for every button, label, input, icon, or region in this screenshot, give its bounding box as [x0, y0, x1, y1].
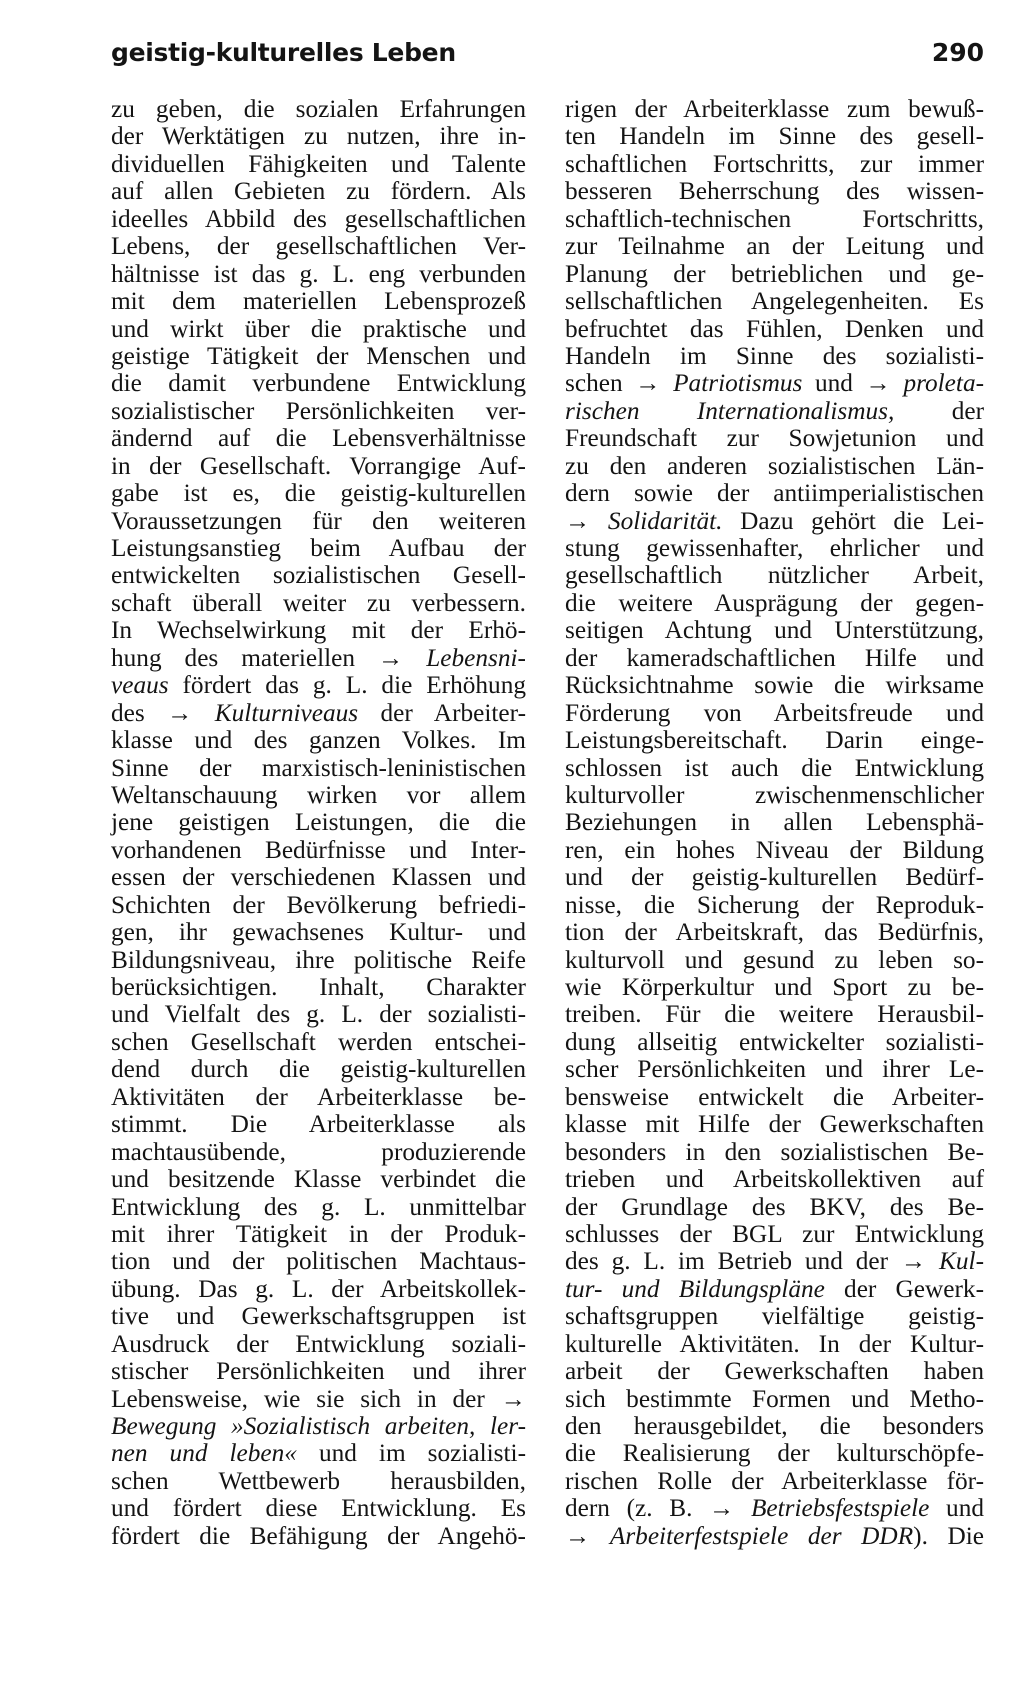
text-segment: Voraussetzungen für den weiteren	[111, 506, 526, 535]
italic-term: nen und leben«	[111, 1439, 297, 1468]
text-line	[111, 672, 526, 699]
text-segment: gen, ihr gewachsenes Kultur- und	[111, 918, 526, 947]
text-line	[565, 425, 984, 452]
text-segment: arbeit der Gewerkschaften haben	[565, 1357, 984, 1386]
text-segment: tion und der politischen Machtaus-	[111, 1247, 526, 1276]
text-segment: und Vielfalt des g. L. der sozialisti-	[111, 1000, 526, 1029]
text-line	[111, 508, 526, 535]
text-segment: Weltanschauung wirken vor allem	[111, 780, 526, 809]
text-line	[111, 261, 526, 288]
text-line	[111, 1358, 526, 1385]
text-segment: Beziehungen in allen Lebensphä-	[565, 808, 984, 837]
text-segment: und	[929, 1494, 984, 1523]
text-segment: und der geistig-kulturellen Bedürf-	[565, 863, 984, 892]
text-line	[565, 1221, 984, 1248]
text-line	[565, 1386, 984, 1413]
text-line	[111, 535, 526, 562]
text-line	[111, 809, 526, 836]
text-line	[111, 755, 526, 782]
text-segment: der Werktätigen zu nutzen, ihre in-	[111, 122, 526, 151]
text-segment: mit ihrer Tätigkeit in der Produk-	[111, 1219, 526, 1248]
text-line	[111, 1084, 526, 1111]
text-segment: sellschaftlichen Angelegenheiten. Es	[565, 287, 984, 316]
italic-term: Lebensni-	[426, 643, 526, 672]
italic-term: tur- und Bildungspläne	[565, 1274, 825, 1303]
text-line	[565, 1495, 984, 1522]
text-line	[565, 1331, 984, 1358]
text-line	[565, 206, 984, 233]
text-line	[111, 123, 526, 150]
text-line	[111, 425, 526, 452]
text-segment: die damit verbundene Entwicklung	[111, 369, 526, 398]
text-segment: schaftsgruppen vielfältige geistig-	[565, 1302, 984, 1331]
text-segment: der Gewerk-	[824, 1274, 984, 1303]
text-line	[565, 782, 984, 809]
text-line	[565, 1303, 984, 1330]
text-segment: ). Die	[913, 1521, 984, 1550]
text-line	[111, 151, 526, 178]
text-line	[565, 1413, 984, 1440]
text-line	[565, 1358, 984, 1385]
text-line	[565, 1276, 984, 1303]
text-line	[111, 316, 526, 343]
text-segment: der	[894, 396, 984, 425]
text-segment: ten Handeln im Sinne des gesell-	[565, 122, 984, 151]
text-segment: seitigen Achtung und Unterstützung,	[565, 616, 984, 645]
text-segment: bensweise entwickelt die Arbeiter-	[565, 1082, 984, 1111]
text-segment: zu geben, die sozialen Erfahrungen	[111, 95, 526, 123]
text-segment: klasse und des ganzen Volkes. Im	[111, 726, 526, 755]
text-line	[565, 1084, 984, 1111]
text-segment: treiben. Für die weitere Herausbil-	[565, 1000, 984, 1029]
text-line	[111, 1166, 526, 1193]
text-segment: wie Körperkultur und Sport zu be-	[565, 973, 984, 1001]
text-segment: dividuellen Fähigkeiten und Talente	[111, 149, 526, 178]
text-line	[565, 672, 984, 699]
text-line	[111, 727, 526, 754]
page-number: 290	[931, 38, 984, 67]
text-line	[565, 1468, 984, 1495]
text-line	[565, 123, 984, 150]
text-line	[565, 343, 984, 370]
text-line	[565, 645, 984, 672]
text-segment: sich bestimmte Formen und Metho-	[565, 1384, 984, 1413]
text-segment: schlossen ist auch die Entwicklung	[565, 753, 984, 782]
text-segment: ideelles Abbild des gesellschaftlichen	[111, 204, 526, 233]
text-segment: Förderung von Arbeitsfreude und	[565, 698, 984, 727]
text-line	[565, 178, 984, 205]
text-segment: in der Gesellschaft. Vorrangige Auf-	[111, 451, 526, 480]
text-segment: Ausdruck der Entwicklung soziali-	[111, 1329, 526, 1358]
text-segment: →	[565, 506, 608, 535]
text-segment: schen Wettbewerb herausbilden,	[111, 1466, 526, 1495]
text-line	[565, 1001, 984, 1028]
text-line	[111, 343, 526, 370]
text-segment: zur Teilnahme an der Leitung und	[565, 232, 984, 261]
text-line	[565, 398, 984, 425]
italic-term: Patriotismus	[673, 369, 803, 398]
text-segment: des g. L. im Betrieb und der →	[565, 1247, 940, 1276]
text-segment: hung des materiellen →	[111, 643, 427, 672]
text-line	[565, 1111, 984, 1138]
text-segment: den herausgebildet, die besonders	[565, 1412, 984, 1440]
text-segment: entwickelten sozialistischen Gesell-	[111, 561, 526, 590]
text-segment: und im sozialisti-	[296, 1439, 526, 1468]
text-line	[111, 233, 526, 260]
italic-term: Kulturniveaus	[214, 698, 359, 727]
text-line	[111, 96, 526, 123]
text-line	[111, 864, 526, 891]
text-line	[111, 1001, 526, 1028]
italic-term: Arbeiterfestspiele der DDR	[609, 1521, 914, 1550]
text-line	[111, 1029, 526, 1056]
text-line	[565, 892, 984, 919]
text-line	[565, 480, 984, 507]
text-segment: und besitzende Klasse verbindet die	[111, 1165, 526, 1194]
text-line	[111, 1111, 526, 1138]
text-line	[565, 96, 984, 123]
italic-term: rischen Internationalismus,	[565, 396, 895, 425]
text-line	[565, 919, 984, 946]
text-line	[111, 837, 526, 864]
text-segment: →	[565, 1521, 610, 1550]
text-line	[111, 398, 526, 425]
text-line	[565, 1523, 984, 1550]
text-line	[111, 1331, 526, 1358]
text-line	[565, 316, 984, 343]
text-line	[565, 974, 984, 1001]
text-line	[111, 1139, 526, 1166]
text-line	[565, 562, 984, 589]
text-segment: machtausübende, produzierende	[111, 1137, 526, 1166]
text-line	[111, 617, 526, 644]
text-line	[565, 1056, 984, 1083]
text-line	[111, 480, 526, 507]
text-segment: dern sowie der antiimperialistischen	[565, 479, 984, 508]
text-line	[565, 1194, 984, 1221]
text-line	[111, 453, 526, 480]
text-segment: Bildungsniveau, ihre politische Reife	[111, 945, 526, 974]
text-line	[565, 233, 984, 260]
text-segment: nisse, die Sicherung der Reproduk-	[565, 890, 984, 919]
text-line	[565, 864, 984, 891]
text-segment: schen Gesellschaft werden entschei-	[111, 1027, 526, 1056]
italic-term: veaus	[111, 671, 169, 700]
text-line	[111, 590, 526, 617]
text-segment: kulturelle Aktivitäten. In der Kultur-	[565, 1329, 984, 1358]
text-segment: stung gewissenhafter, ehrlicher und	[565, 534, 984, 562]
text-segment: schaftlich-technischen Fortschritts,	[565, 204, 984, 233]
text-line	[111, 1194, 526, 1221]
text-line	[111, 947, 526, 974]
text-column-left	[111, 96, 526, 1550]
italic-term: proleta-	[903, 369, 985, 398]
running-title: geistig-kulturelles Leben	[111, 38, 456, 67]
text-segment: Freundschaft zur Sowjetunion und	[565, 424, 984, 453]
text-line	[565, 1029, 984, 1056]
text-line	[565, 590, 984, 617]
text-segment: kulturvoller zwischenmenschlicher	[565, 780, 984, 809]
text-segment: trieben und Arbeitskollektiven auf	[565, 1165, 984, 1194]
text-line	[565, 617, 984, 644]
text-segment: Aktivitäten der Arbeiterklasse be-	[111, 1082, 526, 1111]
text-segment: tive und Gewerkschaftsgruppen ist	[111, 1302, 526, 1331]
text-segment: ändernd auf die Lebensverhältnisse	[111, 424, 526, 453]
text-segment: gesellschaftlich nützlicher Arbeit,	[565, 561, 984, 590]
text-segment: sozialistischer Persönlichkeiten ver-	[111, 396, 526, 425]
text-segment: scher Persönlichkeiten und ihrer Le-	[565, 1055, 984, 1084]
text-line	[565, 288, 984, 315]
text-segment: Schichten der Bevölkerung befriedi-	[111, 890, 526, 919]
text-segment: kulturvoll und gesund zu leben so-	[565, 945, 984, 974]
text-segment: fördert das g. L. die Erhöhung	[168, 671, 526, 700]
text-line	[111, 288, 526, 315]
text-line	[111, 1523, 526, 1550]
text-line	[111, 1303, 526, 1330]
italic-term: Solidarität.	[607, 506, 723, 535]
text-segment: schen →	[565, 369, 674, 398]
text-segment: fördert die Befähigung der Angehö-	[111, 1521, 526, 1550]
text-segment: dend durch die geistig-kulturellen	[111, 1055, 526, 1084]
text-line	[111, 1386, 526, 1413]
text-segment: hältnisse ist das g. L. eng verbunden	[111, 259, 526, 288]
text-segment: und wirkt über die praktische und	[111, 314, 526, 343]
text-line	[111, 1221, 526, 1248]
text-line	[565, 947, 984, 974]
text-segment: Leistungsbereitschaft. Darin einge-	[565, 726, 984, 755]
text-line	[111, 700, 526, 727]
text-segment: Leistungsanstieg beim Aufbau der	[111, 534, 526, 562]
text-segment: Entwicklung des g. L. unmittelbar	[111, 1192, 526, 1221]
text-segment: dern (z. B. →	[565, 1494, 751, 1523]
text-segment: befruchtet das Fühlen, Denken und	[565, 314, 984, 343]
text-segment: essen der verschiedenen Klassen und	[111, 863, 526, 892]
text-line	[111, 1276, 526, 1303]
text-line	[565, 755, 984, 782]
text-line	[111, 1468, 526, 1495]
text-line	[565, 151, 984, 178]
text-segment: Planung der betrieblichen und ge-	[565, 259, 984, 288]
text-column-right	[565, 96, 984, 1550]
text-segment: der kameradschaftlichen Hilfe und	[565, 643, 984, 672]
text-line	[111, 1440, 526, 1467]
italic-term: Bewegung »Sozialistisch arbeiten, ler-	[111, 1412, 526, 1440]
text-line	[111, 1413, 526, 1440]
text-segment: dung allseitig entwickelter sozialisti-	[565, 1027, 984, 1056]
text-segment: geistige Tätigkeit der Menschen und	[111, 341, 526, 370]
text-line	[565, 837, 984, 864]
text-segment: klasse mit Hilfe der Gewerkschaften	[565, 1110, 984, 1139]
text-segment: schaftlichen Fortschritts, zur immer	[565, 149, 984, 178]
text-segment: Lebensweise, wie sie sich in der →	[111, 1384, 526, 1413]
text-line	[565, 453, 984, 480]
text-line	[111, 892, 526, 919]
text-line	[111, 1056, 526, 1083]
text-line	[565, 1440, 984, 1467]
text-segment: und →	[802, 369, 904, 398]
text-line	[111, 782, 526, 809]
text-segment: des →	[111, 698, 215, 727]
text-line	[565, 370, 984, 397]
text-line	[565, 508, 984, 535]
text-segment: schlusses der BGL zur Entwicklung	[565, 1219, 984, 1248]
text-line	[111, 370, 526, 397]
text-segment: zu den anderen sozialistischen Län-	[565, 451, 984, 480]
text-segment: der Grundlage des BKV, des Be-	[565, 1192, 984, 1221]
text-segment: mit dem materiellen Lebensprozeß	[111, 287, 526, 316]
page-header	[111, 38, 984, 82]
text-segment: übung. Das g. L. der Arbeitskollek-	[111, 1274, 526, 1303]
text-segment: schaft überall weiter zu verbessern.	[111, 588, 526, 617]
text-segment: rischen Rolle der Arbeiterklasse för-	[565, 1466, 984, 1495]
text-line	[111, 974, 526, 1001]
text-line	[565, 700, 984, 727]
text-line	[111, 1248, 526, 1275]
text-line	[565, 809, 984, 836]
text-segment: die weitere Ausprägung der gegen-	[565, 588, 984, 617]
text-line	[111, 645, 526, 672]
text-line	[565, 535, 984, 562]
text-line	[565, 1139, 984, 1166]
text-segment: auf allen Gebieten zu fördern. Als	[111, 177, 526, 206]
text-line	[565, 1248, 984, 1275]
italic-term: Kul-	[939, 1247, 984, 1276]
text-segment: und fördert diese Entwicklung. Es	[111, 1494, 526, 1523]
text-segment: rigen der Arbeiterklasse zum bewuß-	[565, 95, 984, 123]
text-segment: Dazu gehört die Lei-	[722, 506, 984, 535]
text-segment: ren, ein hohes Niveau der Bildung	[565, 835, 984, 864]
text-segment: stischer Persönlichkeiten und ihrer	[111, 1357, 526, 1386]
text-segment: besseren Beherrschung des wissen-	[565, 177, 984, 206]
text-line	[111, 206, 526, 233]
text-line	[565, 261, 984, 288]
text-segment: Sinne der marxistisch-leninistischen	[111, 753, 526, 782]
text-segment: jene geistigen Leistungen, die die	[111, 808, 526, 837]
text-segment: stimmt. Die Arbeiterklasse als	[111, 1110, 526, 1139]
text-segment: Handeln im Sinne des sozialisti-	[565, 341, 984, 370]
italic-term: Betriebsfestspiele	[750, 1494, 930, 1523]
text-segment: Rücksichtnahme sowie die wirksame	[565, 671, 984, 700]
text-segment: Lebens, der gesellschaftlichen Ver-	[111, 232, 526, 261]
text-segment: die Realisierung der kulturschöpfe-	[565, 1439, 984, 1468]
text-line	[111, 178, 526, 205]
text-segment: besonders in den sozialistischen Be-	[565, 1137, 984, 1166]
text-segment: gabe ist es, die geistig-kulturellen	[111, 479, 526, 508]
text-segment: vorhandenen Bedürfnisse und Inter-	[111, 835, 526, 864]
text-line	[111, 919, 526, 946]
text-segment: In Wechselwirkung mit der Erhö-	[111, 616, 526, 645]
text-segment: berücksichtigen. Inhalt, Charakter	[111, 973, 526, 1001]
text-segment: tion der Arbeitskraft, das Bedürfnis,	[565, 918, 984, 947]
text-line	[111, 1495, 526, 1522]
text-line	[565, 1166, 984, 1193]
text-segment: der Arbeiter-	[358, 698, 526, 727]
text-line	[565, 727, 984, 754]
text-line	[111, 562, 526, 589]
